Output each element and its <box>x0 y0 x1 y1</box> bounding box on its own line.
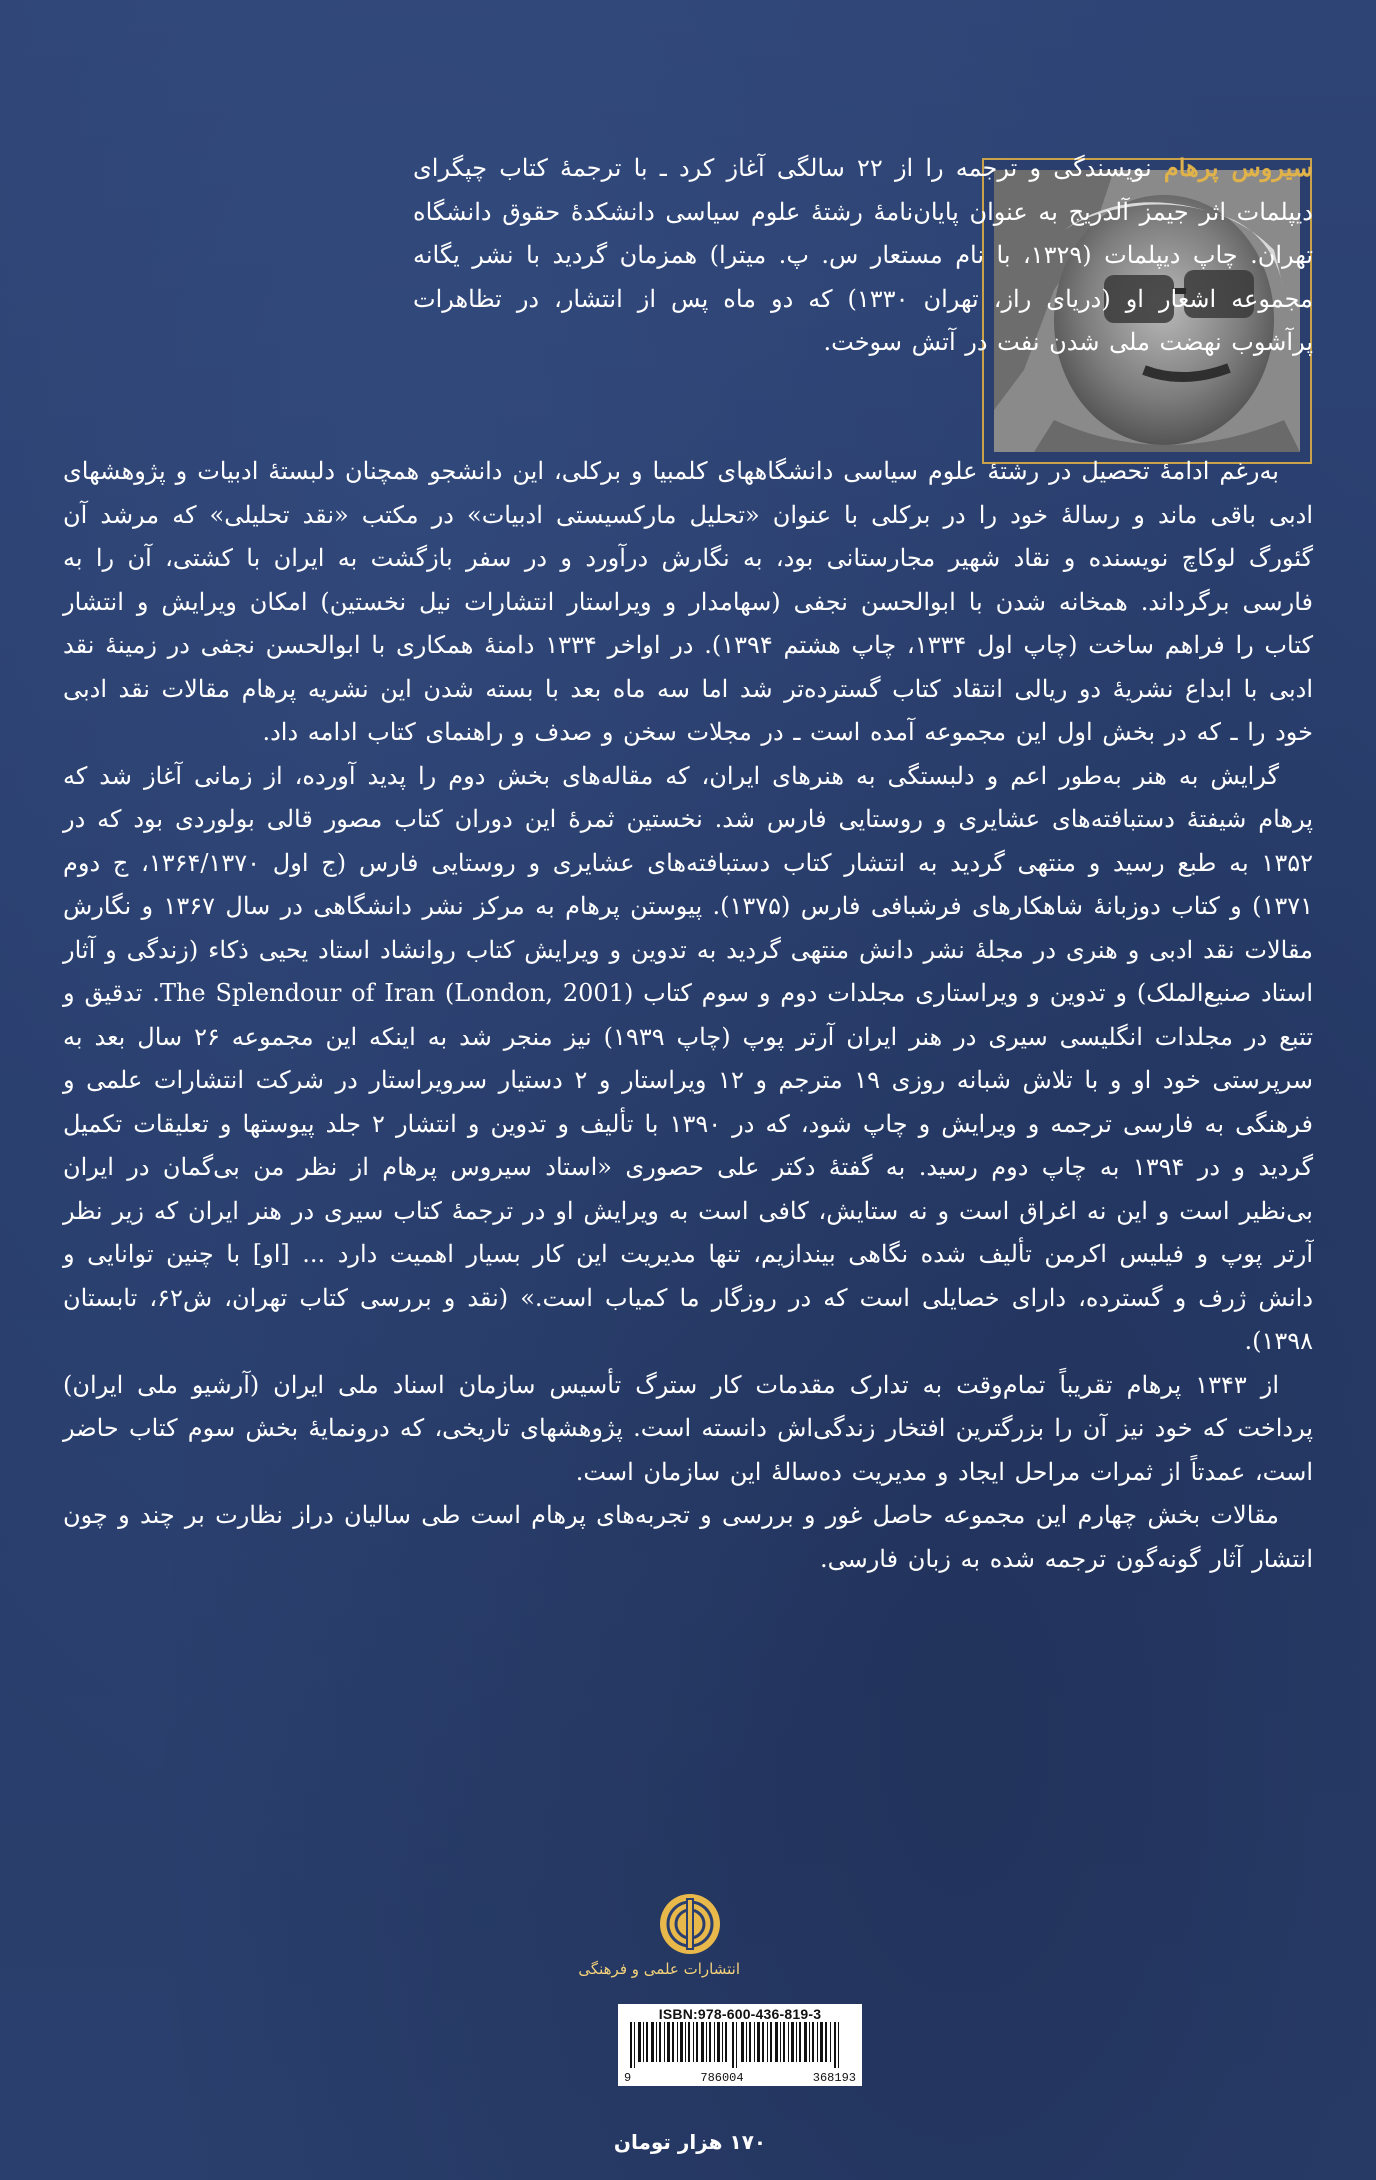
isbn-label: ISBN:978-600-436-819-3 <box>658 2006 822 2022</box>
intro-paragraph <box>413 146 1313 365</box>
biography-body <box>63 450 1313 1581</box>
isbn-barcode <box>618 2004 862 2086</box>
barcode-bars <box>622 2022 858 2068</box>
publisher-name: انتشارات علمی و فرهنگی <box>578 1960 740 1978</box>
paragraph-3: از ۱۳۴۳ پرهام تقریباً تمام‌وقت به تدارک مقدمات کار سترگ تأسیس سازمان اسناد ملی ایران (آرشیو ملی ایران) پرداخت که خود نیز آن را بزرگترین افتخار زندگی‌اش دانسته است. پژوهشهای تاریخی، که درونمایهٔ بخش سوم کتاب حاضر است، عمدتاً از ثمرات مراحل ایجاد و مدیریت ده‌سالهٔ این سازمان است. <box>63 1370 1313 1486</box>
barcode-digit-left: 9 <box>624 2071 632 2085</box>
author-name: سیروس پرهام <box>1163 153 1313 182</box>
publisher-logo <box>578 1892 740 1978</box>
intro-text: نویسندگی و ترجمه را از ۲۲ سالگی آغاز کرد ـ با ترجمهٔ کتاب چپگرای دیپلمات اثر جیمز آلدریج به عنوان پایان‌نامهٔ رشتهٔ علوم سیاسی دانشکدهٔ حقوق دانشگاه تهران. چاپ دیپلمات (۱۳۲۹، با نام مستعار س. پ. میترا) همزمان گردید با نشر یگانه مجموعه اشعار او (دریای راز، تهران ۱۳۳۰) که دو ماه پس از انتشار، در تظاهرات پرآشوب نهضت ملی شدن نفت در آتش سوخت. <box>413 154 1314 356</box>
paragraph-1: به‌رغم ادامهٔ تحصیل در رشتهٔ علوم سیاسی دانشگاههای کلمبیا و برکلی، این دانشجو همچنان دلبستهٔ ادبیات و پژوهشهای ادبی باقی ماند و رسالهٔ خود را در برکلی با عنوان «تحلیل مارکسیستی ادبیات» در مکتب «نقد تحلیلی» که مرشد آن گئورگ لوکاچ نویسنده و نقاد شهیر مجارستانی بود، به نگارش درآورد و در سفر بازگشت به ایران با کشتی، آن را به فارسی برگرداند. همخانه شدن با ابوالحسن نجفی (سهامدار و ویراستار انتشارات نیل نخستین) امکان ویرایش و انتشار کتاب را فراهم ساخت (چاپ اول ۱۳۳۴، چاپ هشتم ۱۳۹۴). در اواخر ۱۳۳۴ دامنهٔ همکاری با ابوالحسن نجفی در زمینهٔ نقد ادبی با ابداع نشریهٔ دو ریالی انتقاد کتاب گسترده‌تر شد اما سه ماه بعد با بسته شدن این نشریه پرهام مقالات نقد ادبی خود را ـ که در بخش اول این مجموعه آمده است ـ در مجلات سخن و صدف و راهنمای کتاب ادامه داد. <box>63 457 1314 746</box>
author-intro <box>413 146 1313 365</box>
barcode-digits <box>622 2072 858 2085</box>
barcode-digits-right: 368193 <box>812 2071 856 2085</box>
paragraph-2: گرایش به هنر به‌طور اعم و دلبستگی به هنرهای ایران، که مقاله‌های بخش دوم را پدید آورده، از زمانی آغاز شد که پرهام شیفتهٔ دستبافته‌های عشایری و روستایی فارس شد. نخستین ثمرهٔ این دوران کتاب مصور قالی بولوردی بود که در ۱۳۵۲ به طبع رسید و منتهی گردید به انتشار کتاب دستبافته‌های عشایری و روستایی فارس (ج اول ۱۳۶۴/۱۳۷۰، ج دوم ۱۳۷۱) و کتاب دوزبانهٔ شاهکارهای فرشبافی فارس (۱۳۷۵). پیوستن پرهام به مرکز نشر دانشگاهی در سال ۱۳۶۷ و نگارش مقالات نقد ادبی و هنری در مجلهٔ نشر دانش منتهی گردید به تدوین و ویرایش کتاب روانشاد استاد یحیی ذکاء (زندگی و آثار استاد صنیع‌الملک) و تدوین و ویراستاری مجلدات دوم و سوم کتاب (The Splendour of Iran (London, 2001. تدقیق و تتبع در مجلدات انگلیسی سیری در هنر ایران آرتر پوپ (چاپ ۱۹۳۹) نیز منجر شد به اینکه این مجموعه ۲۶ سال بعد به سرپرستی خود او و با تلاش شبانه روزی ۱۹ مترجم و ۱۲ ویراستار و ۲ دستیار سرویراستار در شرکت انتشارات علمی و فرهنگی به فارسی ترجمه و ویرایش و چاپ شود، که در ۱۳۹۰ با تألیف و تدوین و انتشار ۲ جلد پیوستها و تعلیقات تکمیل گردید و در ۱۳۹۴ به چاپ دوم رسید. به گفتهٔ دکتر علی حصوری «استاد سیروس پرهام از نظر من بی‌گمان در ایران بی‌نظیر است و این نه اغراق است و نه ستایش، کافی است به ویرایش او در ترجمهٔ کتاب سیری در هنر ایران که زیر نظر آرتر پوپ و فیلیس اکرمن تألیف شده نگاهی بیندازیم، تنها مدیریت این کار بسیار اهمیت دارد ... [او] با چنین توانایی و دانش ژرف و گسترده، دارای خصایلی است که در روزگار ما کمیاب است.» (نقد و بررسی کتاب تهران، ش۶۲، تابستان ۱۳۹۸). <box>63 761 1314 1355</box>
barcode-digits-mid: 786004 <box>700 2071 744 2085</box>
paragraph-4: مقالات بخش چهارم این مجموعه حاصل غور و بررسی و تجربه‌های پرهام است طی سالیان دراز نظارت بر چند و چون انتشار آثار گونه‌گون ترجمه شده به زبان فارسی. <box>63 1501 1313 1573</box>
ear-logo-icon <box>658 1892 722 1956</box>
price-label: ۱۷۰ هزار تومان <box>613 2130 767 2154</box>
